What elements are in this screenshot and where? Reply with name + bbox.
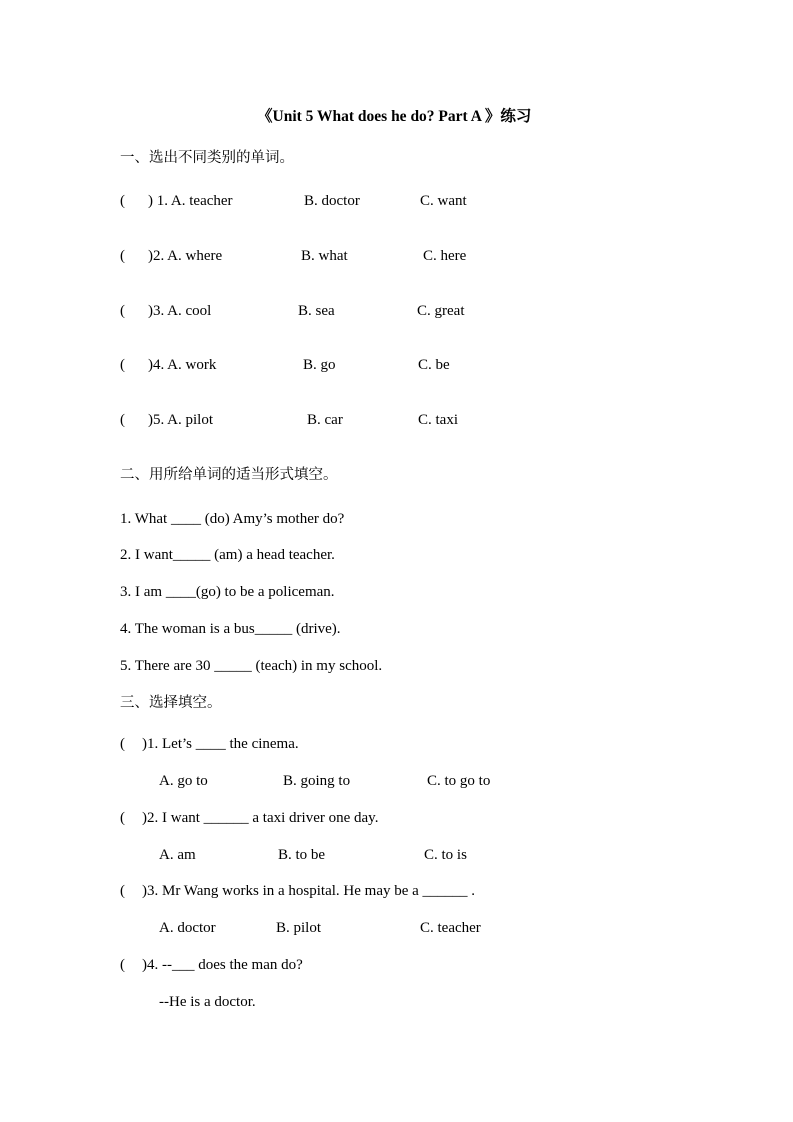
- question-4-b: B. go: [303, 357, 336, 373]
- answer-paren: (: [120, 303, 125, 319]
- choice-question-3: )3. Mr Wang works in a hospital. He may be a ______ .: [142, 883, 476, 899]
- section-2-heading: 二、用所给单词的适当形式填空。: [120, 467, 338, 483]
- fill-item-5: 5. There are 30 _____ (teach) in my school.: [120, 658, 383, 674]
- question-5-c: C. taxi: [418, 412, 458, 428]
- fill-item-2: 2. I want_____ (am) a head teacher.: [120, 547, 335, 563]
- answer-paren: (: [120, 193, 125, 209]
- choice-2-c: C. to is: [424, 847, 467, 863]
- question-2-c: C. here: [423, 248, 467, 264]
- page-title: 《Unit 5 What does he do? Part A 》练习: [257, 108, 532, 125]
- choice-2-b: B. to be: [278, 847, 326, 863]
- question-2-a: )2. A. where: [148, 248, 223, 264]
- choice-question-1: )1. Let’s ____ the cinema.: [142, 736, 299, 752]
- choice-question-4: )4. --___ does the man do?: [142, 957, 303, 973]
- question-5-b: B. car: [307, 412, 343, 428]
- question-4-c: C. be: [418, 357, 450, 373]
- section-1-heading: 一、选出不同类别的单词。: [120, 150, 294, 166]
- answer-paren: (: [120, 736, 125, 752]
- choice-4-answer: --He is a doctor.: [159, 994, 256, 1010]
- choice-3-a: A. doctor: [159, 920, 216, 936]
- answer-paren: (: [120, 357, 125, 373]
- fill-item-3: 3. I am ____(go) to be a policeman.: [120, 584, 335, 600]
- answer-paren: (: [120, 883, 125, 899]
- question-4-a: )4. A. work: [148, 357, 217, 373]
- question-1-b: B. doctor: [304, 193, 360, 209]
- choice-1-a: A. go to: [159, 773, 208, 789]
- section-3-heading: 三、选择填空。: [120, 695, 222, 711]
- fill-item-4: 4. The woman is a bus_____ (drive).: [120, 621, 341, 637]
- answer-paren: (: [120, 412, 125, 428]
- question-5-a: )5. A. pilot: [148, 412, 214, 428]
- fill-item-1: 1. What ____ (do) Amy’s mother do?: [120, 511, 345, 527]
- choice-question-2: )2. I want ______ a taxi driver one day.: [142, 810, 379, 826]
- question-1-c: C. want: [420, 193, 467, 209]
- choice-3-b: B. pilot: [276, 920, 322, 936]
- question-3-b: B. sea: [298, 303, 335, 319]
- answer-paren: (: [120, 957, 125, 973]
- answer-paren: (: [120, 810, 125, 826]
- choice-1-c: C. to go to: [427, 773, 491, 789]
- answer-paren: (: [120, 248, 125, 264]
- question-2-b: B. what: [301, 248, 348, 264]
- choice-1-b: B. going to: [283, 773, 351, 789]
- choice-2-a: A. am: [159, 847, 196, 863]
- question-3-a: )3. A. cool: [148, 303, 212, 319]
- question-3-c: C. great: [417, 303, 465, 319]
- question-1-a: ) 1. A. teacher: [148, 193, 233, 209]
- choice-3-c: C. teacher: [420, 920, 481, 936]
